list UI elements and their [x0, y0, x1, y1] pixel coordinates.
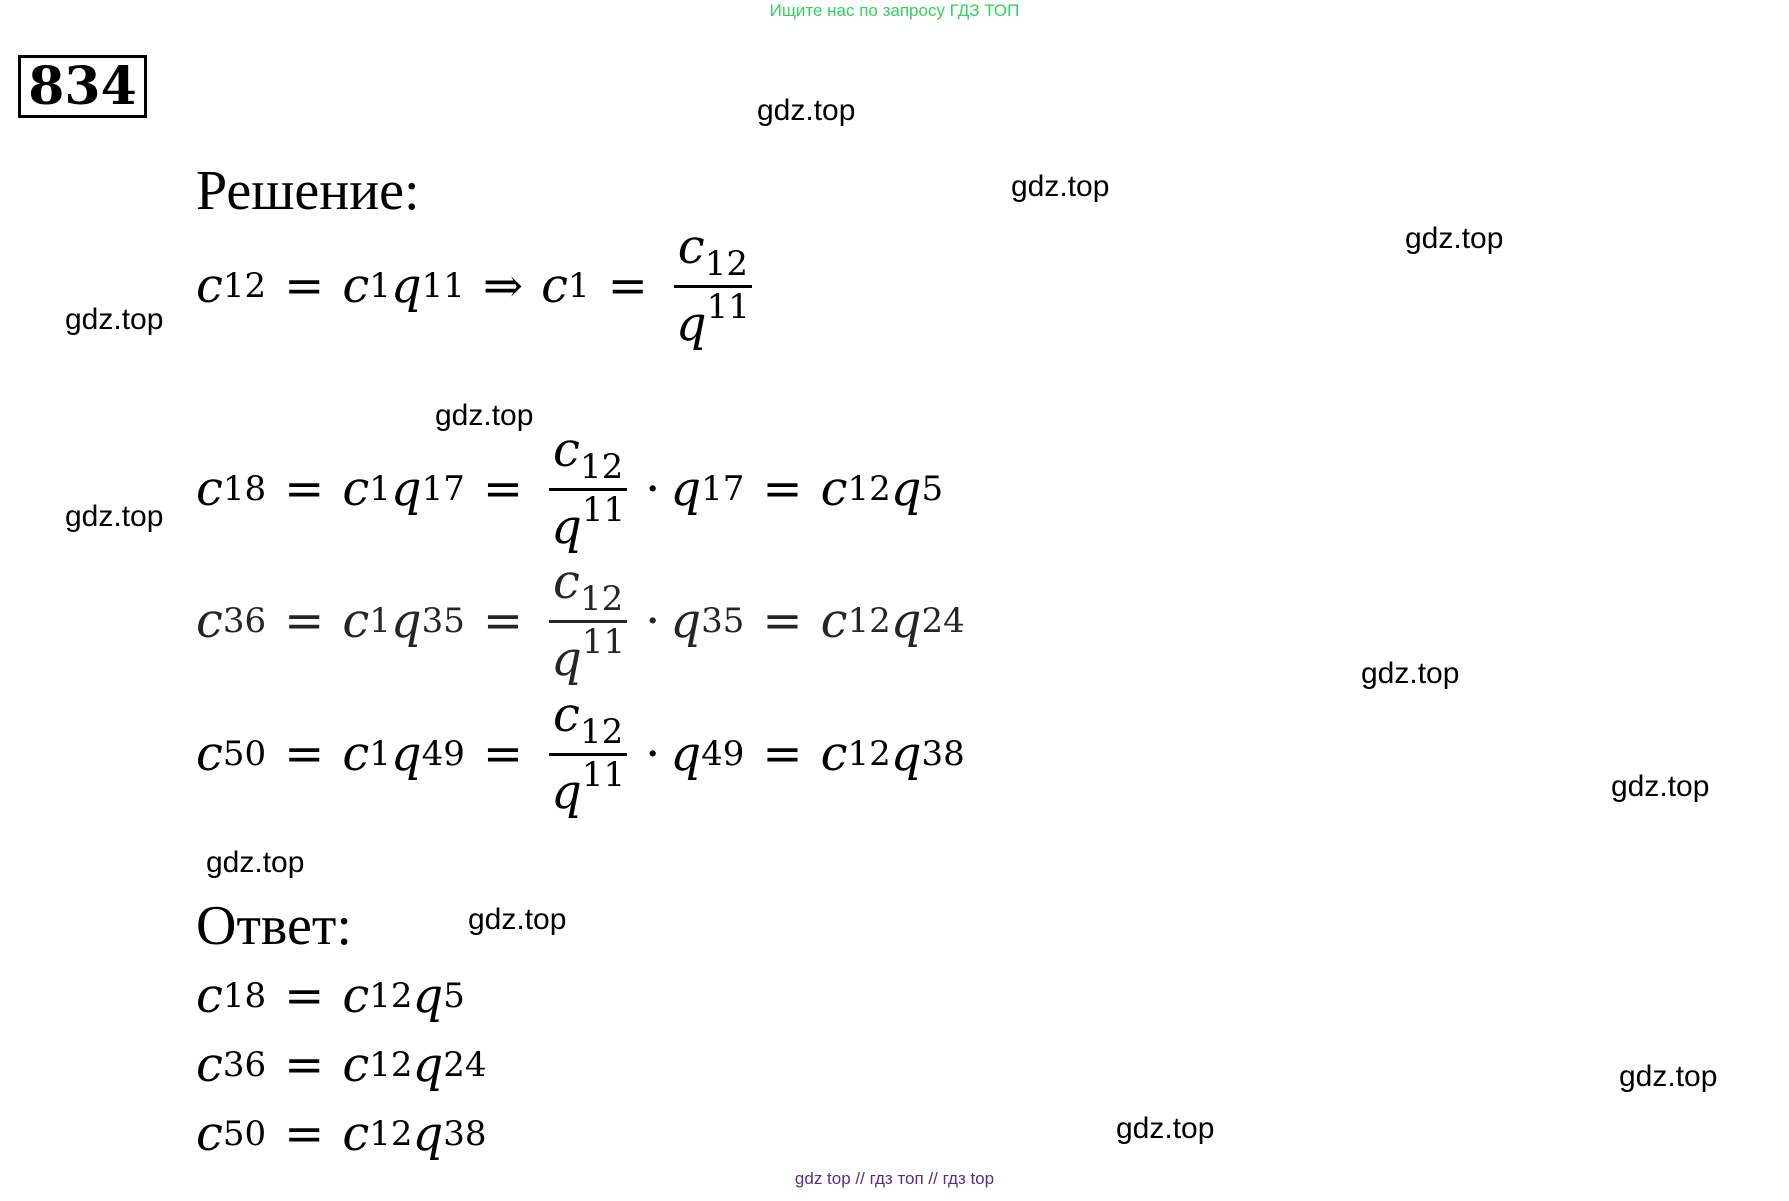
- watermark: gdz.top: [435, 399, 534, 432]
- var: q: [890, 725, 922, 782]
- equals-sign: =: [607, 257, 648, 314]
- var: q: [890, 592, 922, 649]
- equals-sign: =: [284, 1106, 325, 1162]
- fraction-numerator: [549, 554, 627, 623]
- var: c: [553, 422, 580, 478]
- watermark: gdz.top: [1116, 1112, 1215, 1145]
- equation-c12: [196, 219, 760, 352]
- subscript: 12: [222, 265, 267, 306]
- fraction-denominator: [547, 489, 629, 555]
- fraction: [547, 422, 629, 555]
- var: c: [196, 460, 223, 517]
- equals-sign: =: [284, 725, 325, 782]
- watermark: gdz.top: [65, 303, 164, 336]
- var: q: [890, 460, 922, 517]
- var: c: [342, 592, 370, 649]
- subscript: 12: [704, 244, 748, 284]
- fraction-denominator: [547, 621, 629, 687]
- var: c: [342, 1037, 370, 1093]
- exponent: 11: [581, 621, 626, 662]
- watermark: gdz.top: [65, 500, 164, 533]
- var: c: [342, 1106, 370, 1162]
- exponent: 11: [706, 286, 750, 327]
- watermark: gdz.top: [1011, 170, 1110, 203]
- equals-sign: =: [762, 460, 803, 517]
- watermark: gdz.top: [757, 94, 856, 127]
- equals-sign: =: [762, 725, 803, 782]
- exponent: 38: [921, 733, 965, 774]
- answer-c18: [196, 968, 465, 1024]
- exponent: 5: [443, 976, 465, 1016]
- var: q: [412, 968, 444, 1024]
- subscript: 1: [568, 265, 590, 306]
- var: q: [390, 592, 422, 649]
- equals-sign: =: [284, 592, 325, 649]
- subscript: 18: [222, 976, 267, 1016]
- var: c: [196, 725, 223, 782]
- watermark: gdz.top: [1619, 1060, 1718, 1093]
- exponent: 11: [421, 265, 465, 306]
- equation-c50: [196, 687, 965, 820]
- subscript: 12: [847, 733, 891, 774]
- task-number: 834: [18, 55, 147, 118]
- var: c: [820, 725, 848, 782]
- var: c: [541, 257, 569, 314]
- footer-links: gdz top // гдз топ // гдз top: [794, 1169, 995, 1188]
- subscript: 12: [369, 1114, 413, 1154]
- answer-c36: [196, 1037, 487, 1093]
- var: q: [670, 592, 702, 649]
- var: q: [551, 630, 582, 687]
- subscript: 1: [369, 468, 391, 509]
- equals-sign: =: [284, 257, 325, 314]
- var: c: [553, 687, 580, 743]
- var: q: [670, 725, 702, 782]
- subscript: 50: [222, 733, 267, 774]
- exponent: 11: [581, 489, 626, 530]
- multiply-dot: ·: [645, 592, 661, 649]
- var: c: [342, 968, 370, 1024]
- var: c: [553, 554, 580, 610]
- fraction-numerator: [674, 219, 752, 288]
- subscript: 1: [369, 733, 391, 774]
- multiply-dot: ·: [645, 725, 661, 782]
- subscript: 12: [847, 468, 891, 509]
- equals-sign: =: [482, 460, 524, 517]
- watermark: gdz.top: [206, 846, 305, 879]
- subscript: 12: [847, 600, 891, 641]
- var: c: [820, 460, 848, 517]
- subscript: 1: [369, 265, 391, 306]
- var: q: [390, 257, 422, 314]
- subscript: 12: [579, 712, 624, 752]
- exponent: 17: [701, 468, 745, 509]
- fraction-denominator: [547, 754, 629, 820]
- equals-sign: =: [284, 968, 325, 1024]
- solution-heading: Решение:: [196, 160, 420, 222]
- subscript: 12: [369, 976, 413, 1016]
- multiply-dot: ·: [645, 460, 661, 517]
- fraction-denominator: [672, 286, 754, 352]
- var: c: [196, 257, 223, 314]
- subscript: 36: [222, 1045, 267, 1085]
- var: c: [196, 1106, 223, 1162]
- fraction: [547, 687, 629, 820]
- subscript: 12: [579, 447, 624, 487]
- subscript: 1: [369, 600, 391, 641]
- answer-c50: [196, 1106, 487, 1162]
- var: c: [820, 592, 848, 649]
- var: q: [551, 763, 582, 820]
- equals-sign: =: [762, 592, 803, 649]
- exponent: 49: [421, 733, 465, 774]
- var: q: [670, 460, 702, 517]
- exponent: 24: [921, 600, 965, 641]
- var: q: [390, 725, 422, 782]
- answer-heading: Ответ:: [196, 895, 352, 957]
- var: c: [196, 592, 223, 649]
- var: q: [551, 498, 582, 555]
- equals-sign: =: [482, 592, 524, 649]
- watermark: gdz.top: [468, 903, 567, 936]
- var: c: [342, 257, 370, 314]
- exponent: 49: [701, 733, 745, 774]
- subscript: 12: [579, 579, 624, 619]
- watermark: gdz.top: [1405, 222, 1504, 255]
- subscript: 18: [222, 468, 267, 509]
- fraction: [547, 554, 629, 687]
- subscript: 50: [222, 1114, 267, 1154]
- var: q: [390, 460, 422, 517]
- var: c: [677, 219, 705, 275]
- var: c: [196, 1037, 223, 1093]
- var: q: [412, 1106, 444, 1162]
- var: c: [342, 725, 370, 782]
- exponent: 38: [443, 1114, 487, 1154]
- watermark: gdz.top: [1611, 770, 1710, 803]
- var: c: [342, 460, 370, 517]
- exponent: 17: [421, 468, 465, 509]
- equals-sign: =: [284, 1037, 325, 1093]
- equals-sign: =: [284, 460, 325, 517]
- subscript: 12: [369, 1045, 413, 1085]
- equals-sign: =: [482, 725, 524, 782]
- fraction-numerator: [549, 422, 627, 491]
- equation-c36: [196, 554, 965, 687]
- exponent: 11: [581, 754, 626, 795]
- var: q: [412, 1037, 444, 1093]
- equation-c18: [196, 422, 944, 555]
- exponent: 35: [421, 600, 465, 641]
- var: q: [675, 295, 707, 352]
- subscript: 36: [222, 600, 267, 641]
- top-banner: Ищите нас по запросу ГДЗ ТОП: [769, 1, 1020, 20]
- implies-sign: ⇒: [482, 257, 524, 314]
- fraction: [672, 219, 754, 352]
- exponent: 35: [701, 600, 745, 641]
- watermark: gdz.top: [1361, 657, 1460, 690]
- fraction-numerator: [549, 687, 627, 756]
- exponent: 5: [921, 468, 944, 509]
- exponent: 24: [443, 1045, 487, 1085]
- var: c: [196, 968, 223, 1024]
